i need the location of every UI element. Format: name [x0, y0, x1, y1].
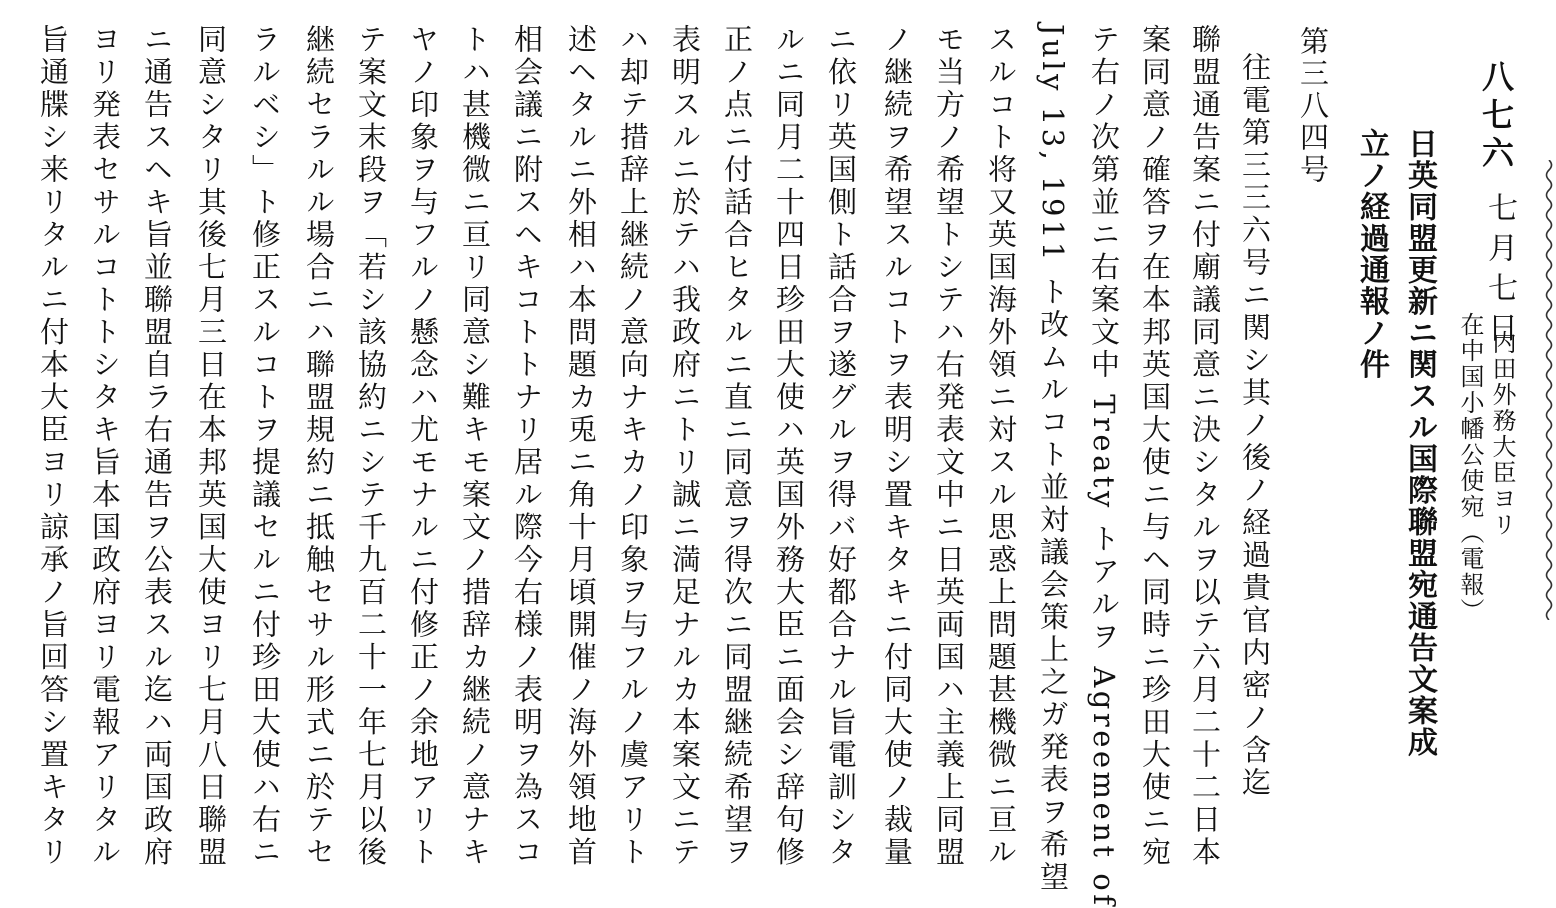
body-line: ヨリ発表セサルコトトシタキ旨本国政府ヨリ電報アリタル — [88, 24, 122, 869]
body-line: テ案文末段ヲ「若シ該協約ニシテ千九百二十一年七月以後 — [354, 24, 388, 869]
body-line: 継続セラルル場合ニハ聯盟規約ニ抵触セサル形式ニ於テセ — [302, 24, 336, 869]
body-line: ノ継続ヲ希望スルコトヲ表明シ置キタキニ付同大使ノ裁量 — [880, 24, 914, 869]
body-line: 旨通牒シ来リタルニ付本大臣ヨリ諒承ノ旨回答シ置キタリ — [36, 24, 70, 869]
body-line: ニ通告スヘキ旨並聯盟自ラ右通告ヲ公表スル迄ハ両国政府 — [140, 24, 174, 869]
body-line: ルニ同月二十四日珍田大使ハ英国外務大臣ニ面会シ辞句修 — [772, 24, 806, 869]
body-line: 案同意ノ確答ヲ在本邦英国大使ニ与ヘ同時ニ珍田大使ニ宛 — [1138, 24, 1172, 869]
body-line: 聯盟通告案ニ付廟議同意ニ決シタルヲ以テ六月二十二日本 — [1188, 24, 1222, 869]
document-number: 八七六 — [1477, 60, 1515, 174]
body-line: 正ノ点ニ付話合ヒタルニ直ニ同意ヲ得次ニ同盟継続希望ヲ — [720, 24, 754, 869]
body-line: 往電第三三六号ニ関シ其ノ後ノ経過貴官内密ノ含迄 — [1238, 52, 1272, 800]
body-line: ニ依リ英国側ト話合ヲ遂グルヲ得バ好都合ナル旨電訓シタ — [824, 24, 858, 869]
sender-line: 内田外務大臣ヨリ — [1488, 330, 1516, 538]
wavy-rule-decoration — [1542, 160, 1556, 620]
body-line: トハ甚機微ニ亘リ同意シ難キモ案文ノ措辞カ継続ノ意ナキ — [458, 24, 492, 869]
body-line: スルコト将又英国海外領ニ対スル思惑上問題甚機微ニ亘ル — [984, 24, 1018, 869]
body-line: July 13, 1911 ト改ムルコト並対議会策上之ガ発表ヲ希望 — [1036, 24, 1070, 895]
body-line: ヤノ印象ヲ与フルノ懸念ハ尤モナルニ付修正ノ余地アリト — [406, 24, 440, 869]
body-line: テ右ノ次第並ニ右案文中 Treaty トアルヲ Agreement of — [1087, 24, 1121, 908]
recipient-line: 在中国小幡公使宛（電報） — [1456, 312, 1484, 624]
document-title-line-2: 立ノ経過通報ノ件 — [1354, 128, 1389, 380]
document-title-line-1: 日英同盟更新ニ関スル国際聯盟宛通告文案成 — [1402, 128, 1437, 758]
reference-number: 第三八四号 — [1296, 26, 1330, 186]
body-line: ハ却テ措辞上継続ノ意向ナキカノ印象ヲ与フルノ虞アリト — [616, 24, 650, 869]
body-line: ラルベシ」ト修正スルコトヲ提議セルニ付珍田大使ハ右ニ — [248, 24, 282, 869]
body-line: 同意シタリ其後七月三日在本邦英国大使ヨリ七月八日聯盟 — [194, 24, 228, 869]
body-line: モ当方ノ希望トシテハ右発表文中ニ日英両国ハ主義上同盟 — [932, 24, 966, 869]
body-line: 相会議ニ附スヘキコトトナリ居ル際今右様ノ表明ヲ為スコ — [510, 24, 544, 869]
document-date: 七月七日 — [1482, 192, 1517, 352]
body-line: 表明スルニ於テハ我政府ニトリ誠ニ満足ナルカ本案文ニテ — [668, 24, 702, 869]
body-line: 述ヘタルニ外相ハ本問題カ兎ニ角十月頃開催ノ海外領地首 — [564, 24, 598, 869]
